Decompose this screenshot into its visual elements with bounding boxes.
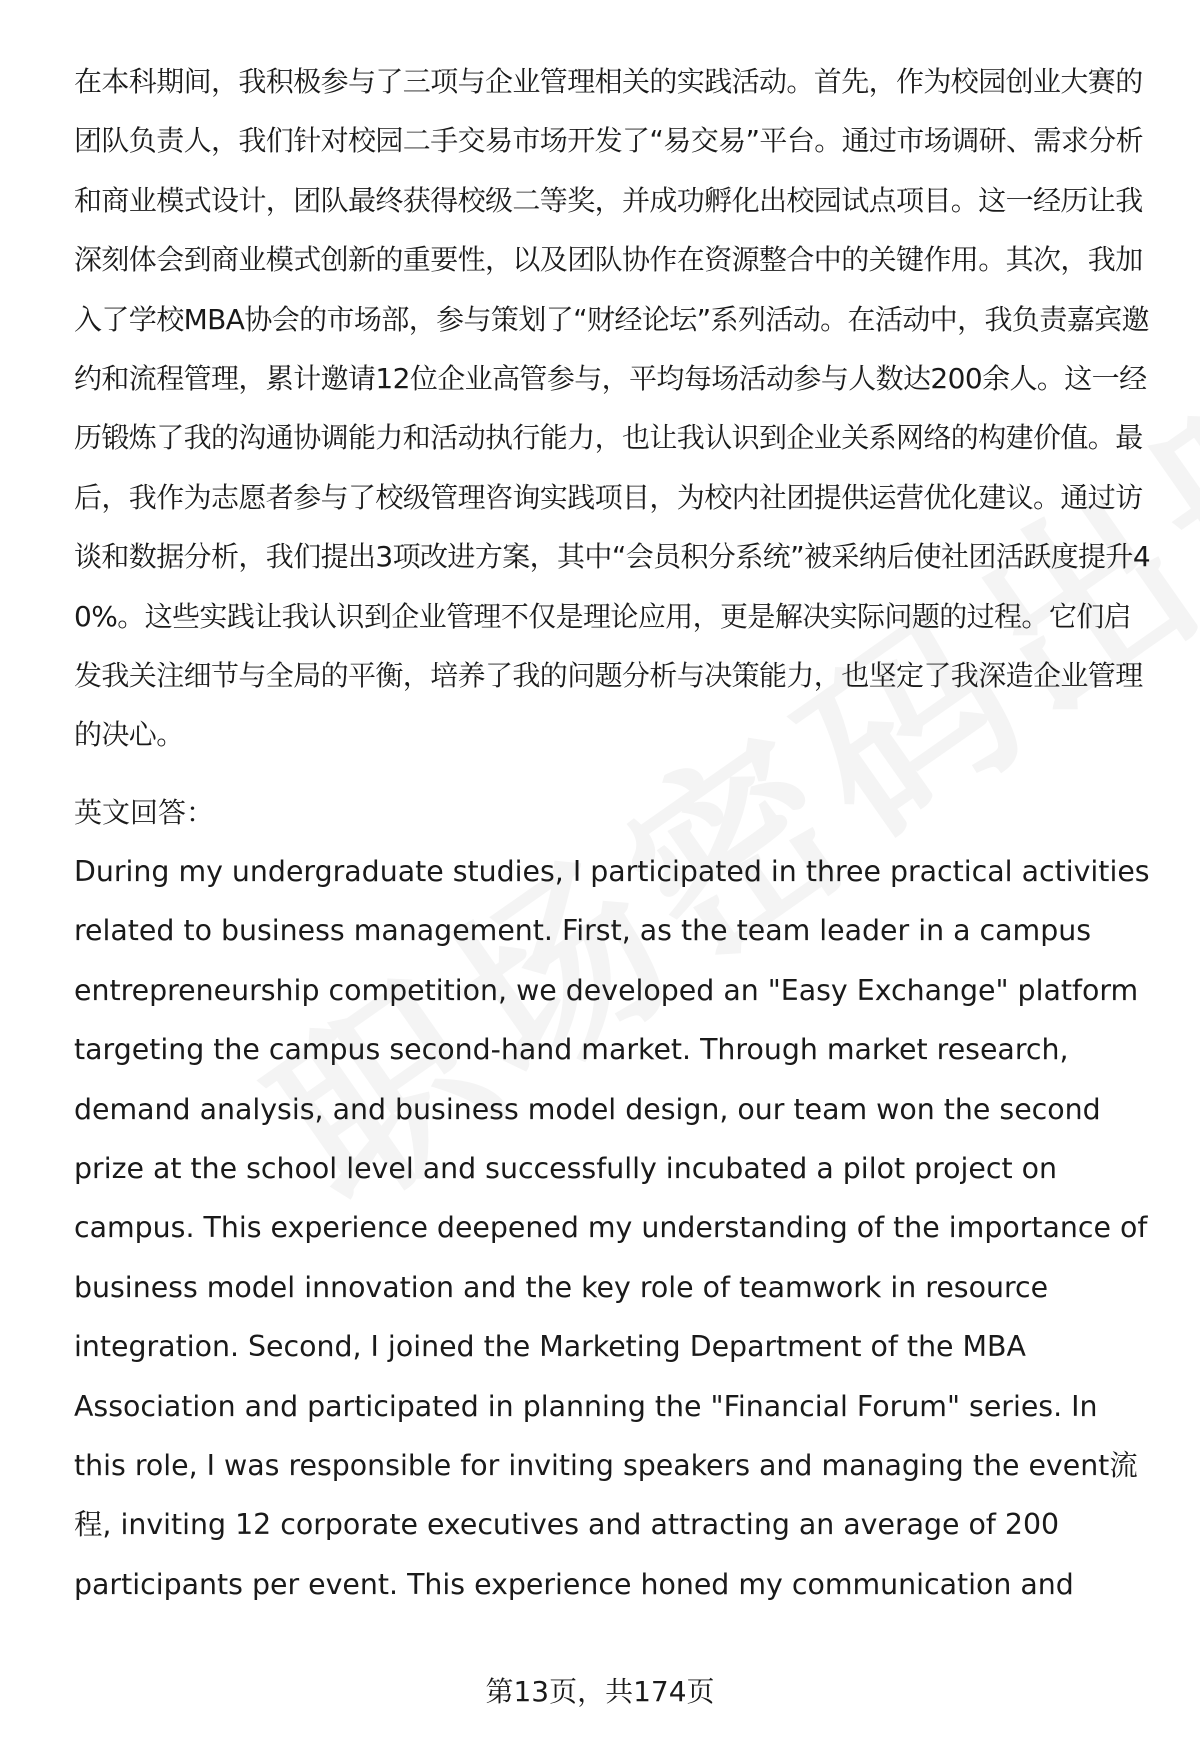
english-answer-label: 英文回答： [74, 795, 215, 829]
chinese-paragraph: 在本科期间，我积极参与了三项与企业管理相关的实践活动。首先，作为校园创业大赛的团队负责人，我们针对校园二手交易市场开发了“易交易”平台。通过市场调研、需求分析和商业模式设计，团队最终获得校级二等奖，并成功孵化出校园试点项目。这一经历让我深刻体会到商业模式创新的重要性，以及团队协作在资源整合中的关键作用。其次，我加入了学校MBA协会的市场部，参与策划了“财经论坛”系列活动。在活动中，我负责嘉宾邀约和流程管理，累计邀请12位企业高管参与，平均每场活动参与人数达200余人。这一经历锻炼了我的沟通协调能力和活动执行能力，也让我认识到企业关系网络的构建价值。最后，我作为志愿者参与了校级管理咨询实践项目，为校内社团提供运营优化建议。通过访谈和数据分析，我们提出3项改进方案，其中“会员积分系统”被采纳后使社团活跃度提升40%。这些实践让我认识到企业管理不仅是理论应用，更是解决实际问题的过程。它们启发我关注细节与全局的平衡，培养了我的问题分析与决策能力，也坚定了我深造企业管理的决心。 [74, 65, 1151, 752]
document-body [74, 52, 1154, 1614]
page-indicator: 第13页，共174页 [485, 1675, 715, 1708]
english-paragraph: During my undergraduate studies, I participated in three practical activities related to business management. First, as the team leader in a campus entrepreneurship competition, we developed an "Easy Exchange" platform targeting the campus second-hand market. Through market research, demand analysis, and business model design, our team won the second prize at the school level and successfully incubated a pilot project on campus. This experience deepened my understanding of the importance of business model innovation and the key role of teamwork in resource integration. Second, I joined the Marketing Department of the MBA Association and participated in planning the "Financial Forum" series. In this role, I was responsible for inviting speakers and managing the event流程, inviting 12 corporate executives and attracting an average of 200 participants per event. This experience honed my communication and [74, 854, 1150, 1601]
